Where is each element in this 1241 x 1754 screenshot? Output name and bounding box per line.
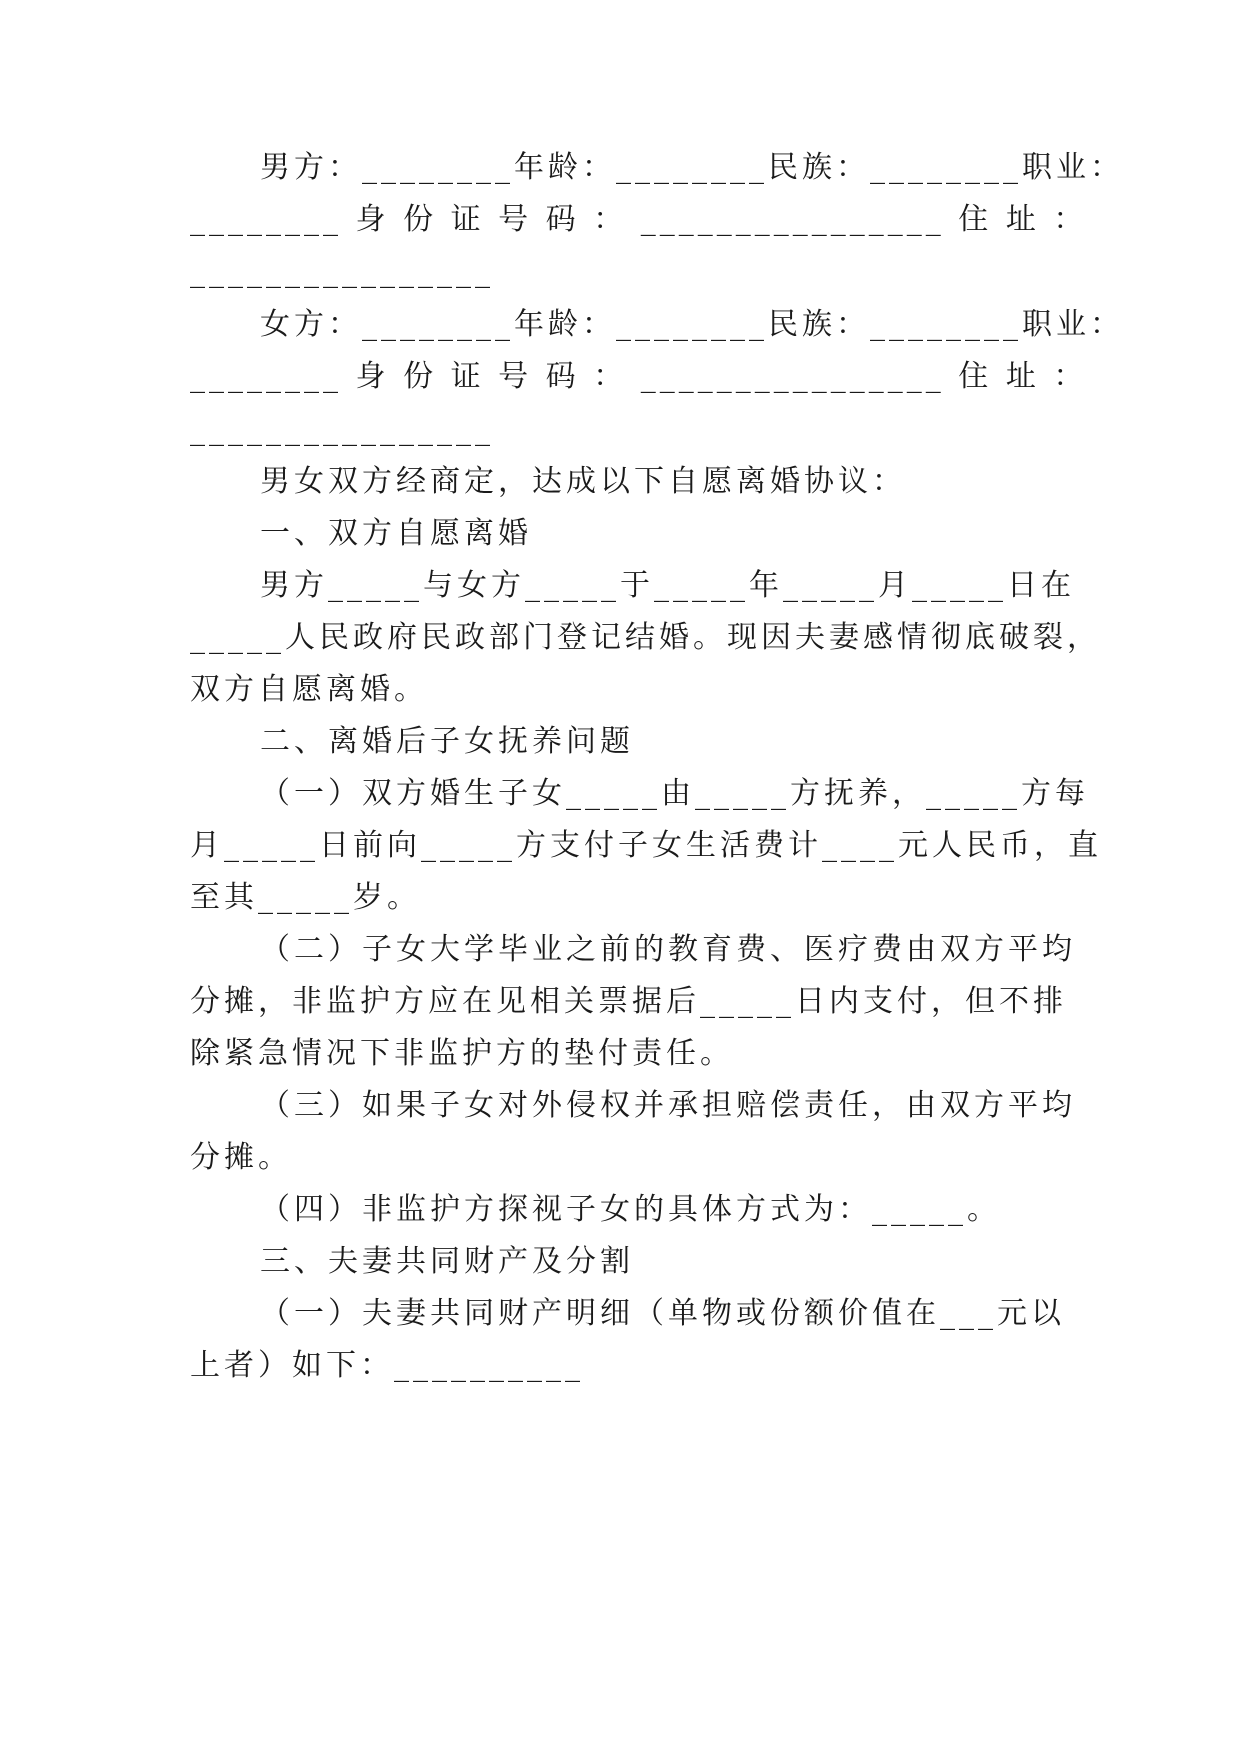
section-2-1-text-3: 至其_____岁。	[190, 880, 421, 915]
section-2-1-text-1: （一）双方婚生子女_____由_____方抚养，_____方每	[260, 776, 1089, 811]
male-info-line-1: 男方：________年龄：________民族：________职业：	[260, 150, 1124, 185]
section-2-heading: 二、离婚后子女抚养问题	[260, 724, 634, 759]
female-info-line-1: 女方：________年龄：________民族：________职业：	[260, 307, 1124, 342]
section-1-heading: 一、双方自愿离婚	[260, 516, 532, 551]
male-info-line-2: ________ 身 份 证 号 码 ： ________________ 住 址 ：	[190, 202, 1088, 237]
female-info-line-3: ________________	[190, 412, 494, 447]
section-2-3-text-2: 分摊。	[190, 1140, 292, 1175]
section-3-1-text-2: 上者）如下：__________	[190, 1348, 584, 1383]
agreement-intro: 男女双方经商定，达成以下自愿离婚协议：	[260, 464, 906, 499]
section-3-heading: 三、夫妻共同财产及分割	[260, 1244, 634, 1279]
section-1-text-3: 双方自愿离婚。	[190, 672, 428, 707]
male-info-line-3: ________________	[190, 254, 494, 289]
section-2-2-text-1: （二）子女大学毕业之前的教育费、医疗费由双方平均	[260, 932, 1076, 967]
section-1-text-2: _____人民政府民政部门登记结婚。现因夫妻感情彻底破裂，	[190, 620, 1101, 655]
section-2-2-text-2: 分摊，非监护方应在见相关票据后_____日内支付，但不排	[190, 984, 1067, 1019]
section-3-1-text-1: （一）夫妻共同财产明细（单物或份额价值在___元以	[260, 1296, 1065, 1331]
section-1-text-1: 男方_____与女方_____于_____年_____月_____日在	[260, 568, 1075, 603]
female-info-line-2: ________ 身 份 证 号 码 ： ________________ 住 址 ：	[190, 359, 1088, 394]
section-2-3-text-1: （三）如果子女对外侵权并承担赔偿责任，由双方平均	[260, 1088, 1076, 1123]
section-2-4-text: （四）非监护方探视子女的具体方式为：_____。	[260, 1192, 1001, 1227]
section-2-2-text-3: 除紧急情况下非监护方的垫付责任。	[190, 1036, 734, 1071]
section-2-1-text-2: 月_____日前向_____方支付子女生活费计____元人民币，直	[190, 828, 1102, 863]
